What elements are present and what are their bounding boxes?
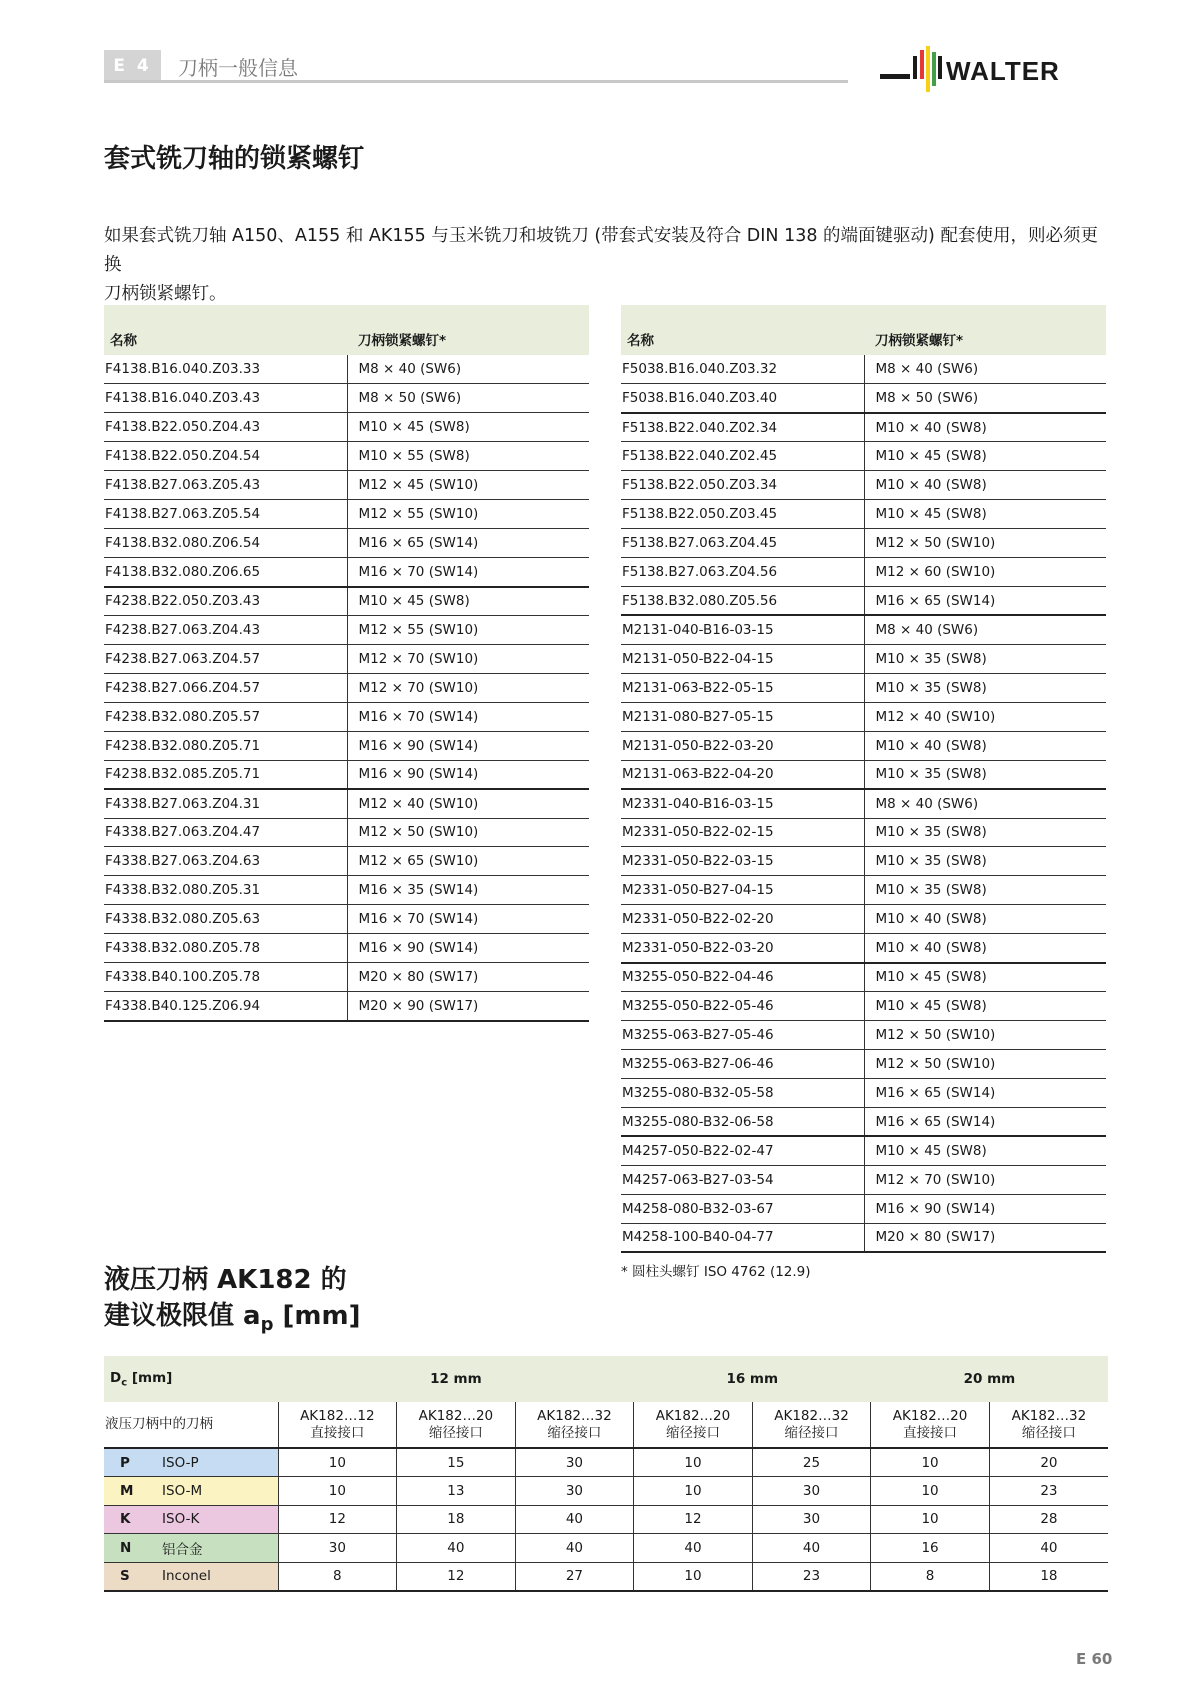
ap-value-cell: 30: [752, 1505, 871, 1534]
table-row: [621, 876, 1106, 905]
table-row: [621, 471, 1106, 500]
designation-cell: M4258-100-B40-04-77: [621, 1223, 864, 1252]
designation-cell: M2131-040-B16-03-15: [621, 615, 864, 644]
designation-cell: F4138.B32.080.Z06.54: [104, 529, 347, 558]
screw-cell: M10 × 40 (SW8): [864, 934, 1106, 963]
designation-cell: M4257-063-B27-03-54: [621, 1165, 864, 1194]
table-row: [621, 1223, 1106, 1252]
ap-value-cell: 10: [634, 1562, 753, 1591]
designation-cell: M2331-040-B16-03-15: [621, 789, 864, 818]
material-row: [104, 1477, 1108, 1506]
table-row: [621, 529, 1106, 558]
screw-cell: M16 × 70 (SW14): [347, 905, 589, 934]
designation-cell: F5138.B27.063.Z04.56: [621, 558, 864, 587]
screw-cell: M10 × 35 (SW8): [864, 760, 1106, 789]
section-badge: E 4: [104, 50, 161, 82]
designation-cell: M2131-063-B22-05-15: [621, 673, 864, 702]
designation-cell: F4138.B22.050.Z04.43: [104, 413, 347, 442]
designation-cell: M4257-050-B22-02-47: [621, 1136, 864, 1165]
table-row: [621, 500, 1106, 529]
footnote: * 圆柱头螺钉 ISO 4762 (12.9): [621, 1264, 811, 1280]
ap-value-cell: 40: [752, 1534, 871, 1563]
shank-column-header: AK182…32 缩径接口: [989, 1402, 1108, 1448]
ap-value-cell: 40: [397, 1534, 516, 1563]
designation-cell: F4138.B16.040.Z03.33: [104, 355, 347, 384]
table-row: [621, 789, 1106, 818]
table-row: [104, 558, 589, 587]
table-row: [621, 760, 1106, 789]
material-row: [104, 1534, 1108, 1563]
screw-cell: M12 × 40 (SW10): [864, 702, 1106, 731]
ap-value-cell: 25: [752, 1448, 871, 1477]
table-row: [621, 934, 1106, 963]
page-number: E 60: [1076, 1650, 1113, 1668]
table-row: [621, 1050, 1106, 1079]
ap-value-cell: 40: [634, 1534, 753, 1563]
intro-text: [104, 222, 1114, 309]
table-row: [104, 905, 589, 934]
screw-cell: M8 × 40 (SW6): [864, 789, 1106, 818]
screw-cell: M12 × 50 (SW10): [864, 529, 1106, 558]
ak182-title-line-2: 建议极限值 $a_p$ [mm]: [104, 1301, 361, 1336]
designation-cell: F5038.B16.040.Z03.40: [621, 384, 864, 413]
designation-cell: M4258-080-B32-03-67: [621, 1194, 864, 1223]
table-row: [104, 963, 589, 992]
ap-value-cell: 10: [871, 1448, 990, 1477]
dc-label: $D_c$ [mm]: [104, 1356, 278, 1402]
designation-cell: F4238.B27.063.Z04.43: [104, 615, 347, 644]
table-row: [621, 1194, 1106, 1223]
table-row: [621, 963, 1106, 992]
table-row: [621, 1021, 1106, 1050]
table-row: [104, 500, 589, 529]
designation-cell: F4138.B22.050.Z04.54: [104, 442, 347, 471]
material-row: [104, 1448, 1108, 1477]
designation-cell: M2131-050-B22-04-15: [621, 644, 864, 673]
screw-cell: M10 × 35 (SW8): [864, 673, 1106, 702]
designation-cell: F4338.B32.080.Z05.31: [104, 876, 347, 905]
screw-cell: M16 × 65 (SW14): [864, 1078, 1106, 1107]
designation-cell: M2331-050-B22-02-20: [621, 905, 864, 934]
screw-cell: M16 × 70 (SW14): [347, 702, 589, 731]
ap-value-cell: 15: [397, 1448, 516, 1477]
ap-value-cell: 8: [278, 1562, 397, 1591]
screw-cell: M10 × 45 (SW8): [864, 1136, 1106, 1165]
designation-cell: F4338.B27.063.Z04.31: [104, 789, 347, 818]
screw-cell: M10 × 35 (SW8): [864, 847, 1106, 876]
table-row: [621, 384, 1106, 413]
designation-cell: F5138.B22.040.Z02.45: [621, 442, 864, 471]
ap-value-cell: 10: [871, 1477, 990, 1506]
designation-cell: M2331-050-B22-03-15: [621, 847, 864, 876]
screw-cell: M8 × 50 (SW6): [347, 384, 589, 413]
designation-cell: M3255-063-B27-05-46: [621, 1021, 864, 1050]
material-name: ISO-M: [160, 1477, 278, 1506]
shank-column-header: AK182…20 缩径接口: [634, 1402, 753, 1448]
shank-header-row: [104, 1402, 1108, 1448]
group-12mm: 12 mm: [278, 1356, 634, 1402]
col-header-name: 名称: [621, 305, 864, 355]
table-row: [621, 1136, 1106, 1165]
screw-cell: M10 × 35 (SW8): [864, 818, 1106, 847]
screw-cell: M16 × 70 (SW14): [347, 558, 589, 587]
ap-value-cell: 28: [989, 1505, 1108, 1534]
ap-value-cell: 40: [515, 1534, 634, 1563]
screw-cell: M12 × 50 (SW10): [347, 818, 589, 847]
screw-cell: M16 × 65 (SW14): [864, 1107, 1106, 1136]
designation-cell: F5138.B22.040.Z02.34: [621, 413, 864, 442]
intro-line-1: 如果套式铣刀轴 A150、A155 和 AK155 与玉米铣刀和坡铣刀 (带套式安装及符合 DIN 138 的端面键驱动) 配套使用，则必须更换: [104, 226, 1098, 275]
designation-cell: F4338.B27.063.Z04.63: [104, 847, 347, 876]
table-row: [104, 673, 589, 702]
dc-header-row: [104, 1356, 1108, 1402]
material-code: S: [104, 1562, 160, 1591]
material-name: Inconel: [160, 1562, 278, 1591]
designation-cell: M2331-050-B22-02-15: [621, 818, 864, 847]
designation-cell: F4338.B27.063.Z04.47: [104, 818, 347, 847]
screw-cell: M20 × 80 (SW17): [347, 963, 589, 992]
ap-value-cell: 12: [397, 1562, 516, 1591]
shank-column-header: AK182…20 直接接口: [871, 1402, 990, 1448]
screw-cell: M8 × 40 (SW6): [864, 355, 1106, 384]
table-row: [104, 644, 589, 673]
ap-value-cell: 18: [989, 1562, 1108, 1591]
table-row: [621, 702, 1106, 731]
designation-cell: F5138.B32.080.Z05.56: [621, 587, 864, 616]
material-code: K: [104, 1505, 160, 1534]
col-header-screw: 刀柄锁紧螺钉*: [864, 305, 1106, 355]
screw-cell: M16 × 90 (SW14): [347, 731, 589, 760]
designation-cell: F4238.B32.080.Z05.71: [104, 731, 347, 760]
screw-cell: M10 × 40 (SW8): [864, 731, 1106, 760]
screw-cell: M12 × 70 (SW10): [864, 1165, 1106, 1194]
screw-cell: M10 × 55 (SW8): [347, 442, 589, 471]
screw-table-left: [104, 305, 589, 1022]
ap-value-cell: 10: [871, 1505, 990, 1534]
designation-cell: F4238.B22.050.Z03.43: [104, 587, 347, 616]
screw-cell: M12 × 65 (SW10): [347, 847, 589, 876]
table-row: [621, 1107, 1106, 1136]
group-16mm: 16 mm: [634, 1356, 871, 1402]
designation-cell: F5138.B22.050.Z03.45: [621, 500, 864, 529]
designation-cell: F4338.B32.080.Z05.63: [104, 905, 347, 934]
screw-cell: M10 × 45 (SW8): [864, 992, 1106, 1021]
screw-cell: M12 × 70 (SW10): [347, 644, 589, 673]
designation-cell: M2331-050-B27-04-15: [621, 876, 864, 905]
table-row: [104, 529, 589, 558]
screw-cell: M20 × 90 (SW17): [347, 992, 589, 1021]
shank-label: 液压刀柄中的刀柄: [104, 1402, 278, 1448]
screw-cell: M10 × 45 (SW8): [864, 963, 1106, 992]
ap-value-cell: 8: [871, 1562, 990, 1591]
ap-value-cell: 30: [752, 1477, 871, 1506]
screw-cell: M10 × 45 (SW8): [347, 587, 589, 616]
screw-cell: M10 × 45 (SW8): [864, 500, 1106, 529]
designation-cell: M2331-050-B22-03-20: [621, 934, 864, 963]
material-row: [104, 1562, 1108, 1591]
col-header-screw: 刀柄锁紧螺钉*: [347, 305, 589, 355]
table-row: [621, 355, 1106, 384]
table-row: [104, 789, 589, 818]
table-row: [104, 587, 589, 616]
material-name: ISO-K: [160, 1505, 278, 1534]
ak182-table: [104, 1356, 1108, 1592]
logo-wordmark: WALTER: [946, 56, 1060, 86]
screw-cell: M12 × 60 (SW10): [864, 558, 1106, 587]
screw-table-right: [621, 305, 1106, 1253]
material-name: ISO-P: [160, 1448, 278, 1477]
screw-cell: M16 × 90 (SW14): [864, 1194, 1106, 1223]
table-row: [621, 905, 1106, 934]
table-row: [104, 442, 589, 471]
table-row: [621, 1078, 1106, 1107]
designation-cell: M3255-050-B22-04-46: [621, 963, 864, 992]
designation-cell: F4238.B32.085.Z05.71: [104, 760, 347, 789]
designation-cell: F4338.B40.100.Z05.78: [104, 963, 347, 992]
ap-value-cell: 40: [515, 1505, 634, 1534]
screw-cell: M12 × 50 (SW10): [864, 1050, 1106, 1079]
ak182-title-line-1: 液压刀柄 AK182 的: [104, 1265, 347, 1295]
ap-value-cell: 23: [989, 1477, 1108, 1506]
table-row: [621, 847, 1106, 876]
designation-cell: F4238.B32.080.Z05.57: [104, 702, 347, 731]
table-row: [104, 384, 589, 413]
ap-value-cell: 20: [989, 1448, 1108, 1477]
designation-cell: F4238.B27.063.Z04.57: [104, 644, 347, 673]
screw-cell: M10 × 35 (SW8): [864, 644, 1106, 673]
shank-column-header: AK182…32 缩径接口: [515, 1402, 634, 1448]
screw-cell: M12 × 45 (SW10): [347, 471, 589, 500]
table-row: [621, 442, 1106, 471]
designation-cell: F4338.B32.080.Z05.78: [104, 934, 347, 963]
screw-cell: M16 × 65 (SW14): [864, 587, 1106, 616]
material-code: P: [104, 1448, 160, 1477]
table-row: [621, 1165, 1106, 1194]
designation-cell: F4138.B32.080.Z06.65: [104, 558, 347, 587]
ap-value-cell: 10: [278, 1477, 397, 1506]
shank-column-header: AK182…20 缩径接口: [397, 1402, 516, 1448]
group-20mm: 20 mm: [871, 1356, 1108, 1402]
ap-value-cell: 30: [278, 1534, 397, 1563]
designation-cell: M2131-050-B22-03-20: [621, 731, 864, 760]
shank-column-header: AK182…32 缩径接口: [752, 1402, 871, 1448]
screw-cell: M20 × 80 (SW17): [864, 1223, 1106, 1252]
table-row: [104, 615, 589, 644]
ap-value-cell: 10: [634, 1477, 753, 1506]
ap-value-cell: 10: [278, 1448, 397, 1477]
ak182-title: [104, 1262, 361, 1343]
screw-cell: M10 × 45 (SW8): [347, 413, 589, 442]
screw-cell: M8 × 40 (SW6): [347, 355, 589, 384]
table-row: [104, 413, 589, 442]
intro-line-2: 刀柄锁紧螺钉。: [104, 284, 227, 304]
table-row: [621, 818, 1106, 847]
ap-value-cell: 16: [871, 1534, 990, 1563]
material-code: N: [104, 1534, 160, 1563]
material-code: M: [104, 1477, 160, 1506]
designation-cell: F4138.B16.040.Z03.43: [104, 384, 347, 413]
table-row: [621, 992, 1106, 1021]
designation-cell: M3255-063-B27-06-46: [621, 1050, 864, 1079]
screw-cell: M16 × 65 (SW14): [347, 529, 589, 558]
screw-cell: M10 × 40 (SW8): [864, 413, 1106, 442]
page-title: 套式铣刀轴的锁紧螺钉: [104, 144, 365, 174]
ap-value-cell: 12: [634, 1505, 753, 1534]
table-row: [621, 413, 1106, 442]
table-row: [104, 355, 589, 384]
ap-value-cell: 13: [397, 1477, 516, 1506]
designation-cell: F5138.B27.063.Z04.45: [621, 529, 864, 558]
screw-cell: M10 × 40 (SW8): [864, 471, 1106, 500]
ap-value-cell: 18: [397, 1505, 516, 1534]
screw-cell: M10 × 40 (SW8): [864, 905, 1106, 934]
table-row: [621, 615, 1106, 644]
designation-cell: M2131-063-B22-04-20: [621, 760, 864, 789]
ap-value-cell: 30: [515, 1448, 634, 1477]
table-row: [104, 760, 589, 789]
table-row: [104, 731, 589, 760]
designation-cell: F5138.B22.050.Z03.34: [621, 471, 864, 500]
designation-cell: M3255-050-B22-05-46: [621, 992, 864, 1021]
table-row: [104, 876, 589, 905]
ap-value-cell: 10: [634, 1448, 753, 1477]
screw-cell: M12 × 70 (SW10): [347, 673, 589, 702]
ap-value-cell: 23: [752, 1562, 871, 1591]
designation-cell: F4238.B27.066.Z04.57: [104, 673, 347, 702]
header-divider: [104, 80, 848, 83]
screw-cell: M8 × 40 (SW6): [864, 615, 1106, 644]
screw-cell: M16 × 90 (SW14): [347, 934, 589, 963]
material-name: 铝合金: [160, 1534, 278, 1563]
shank-column-header: AK182…12 直接接口: [278, 1402, 397, 1448]
table-row: [104, 934, 589, 963]
designation-cell: M3255-080-B32-05-58: [621, 1078, 864, 1107]
screw-cell: M16 × 35 (SW14): [347, 876, 589, 905]
table-row: [104, 847, 589, 876]
ap-value-cell: 40: [989, 1534, 1108, 1563]
screw-cell: M8 × 50 (SW6): [864, 384, 1106, 413]
ap-value-cell: 27: [515, 1562, 634, 1591]
col-header-name: 名称: [104, 305, 347, 355]
screw-cell: M12 × 50 (SW10): [864, 1021, 1106, 1050]
screw-cell: M12 × 55 (SW10): [347, 615, 589, 644]
table-row: [104, 818, 589, 847]
designation-cell: F4138.B27.063.Z05.54: [104, 500, 347, 529]
table-row: [621, 731, 1106, 760]
section-title: 刀柄一般信息: [178, 56, 298, 80]
screw-cell: M10 × 45 (SW8): [864, 442, 1106, 471]
screw-cell: M12 × 55 (SW10): [347, 500, 589, 529]
material-row: [104, 1505, 1108, 1534]
table-row: [621, 673, 1106, 702]
walter-logo: [880, 44, 1110, 106]
designation-cell: M3255-080-B32-06-58: [621, 1107, 864, 1136]
table-row: [104, 992, 589, 1021]
designation-cell: M2131-080-B27-05-15: [621, 702, 864, 731]
table-row: [621, 644, 1106, 673]
designation-cell: F4138.B27.063.Z05.43: [104, 471, 347, 500]
screw-cell: M16 × 90 (SW14): [347, 760, 589, 789]
table-row: [104, 702, 589, 731]
screw-cell: M12 × 40 (SW10): [347, 789, 589, 818]
table-row: [621, 558, 1106, 587]
ap-value-cell: 12: [278, 1505, 397, 1534]
screw-cell: M10 × 35 (SW8): [864, 876, 1106, 905]
designation-cell: F5038.B16.040.Z03.32: [621, 355, 864, 384]
ap-value-cell: 30: [515, 1477, 634, 1506]
table-row: [104, 471, 589, 500]
table-row: [621, 587, 1106, 616]
designation-cell: F4338.B40.125.Z06.94: [104, 992, 347, 1021]
